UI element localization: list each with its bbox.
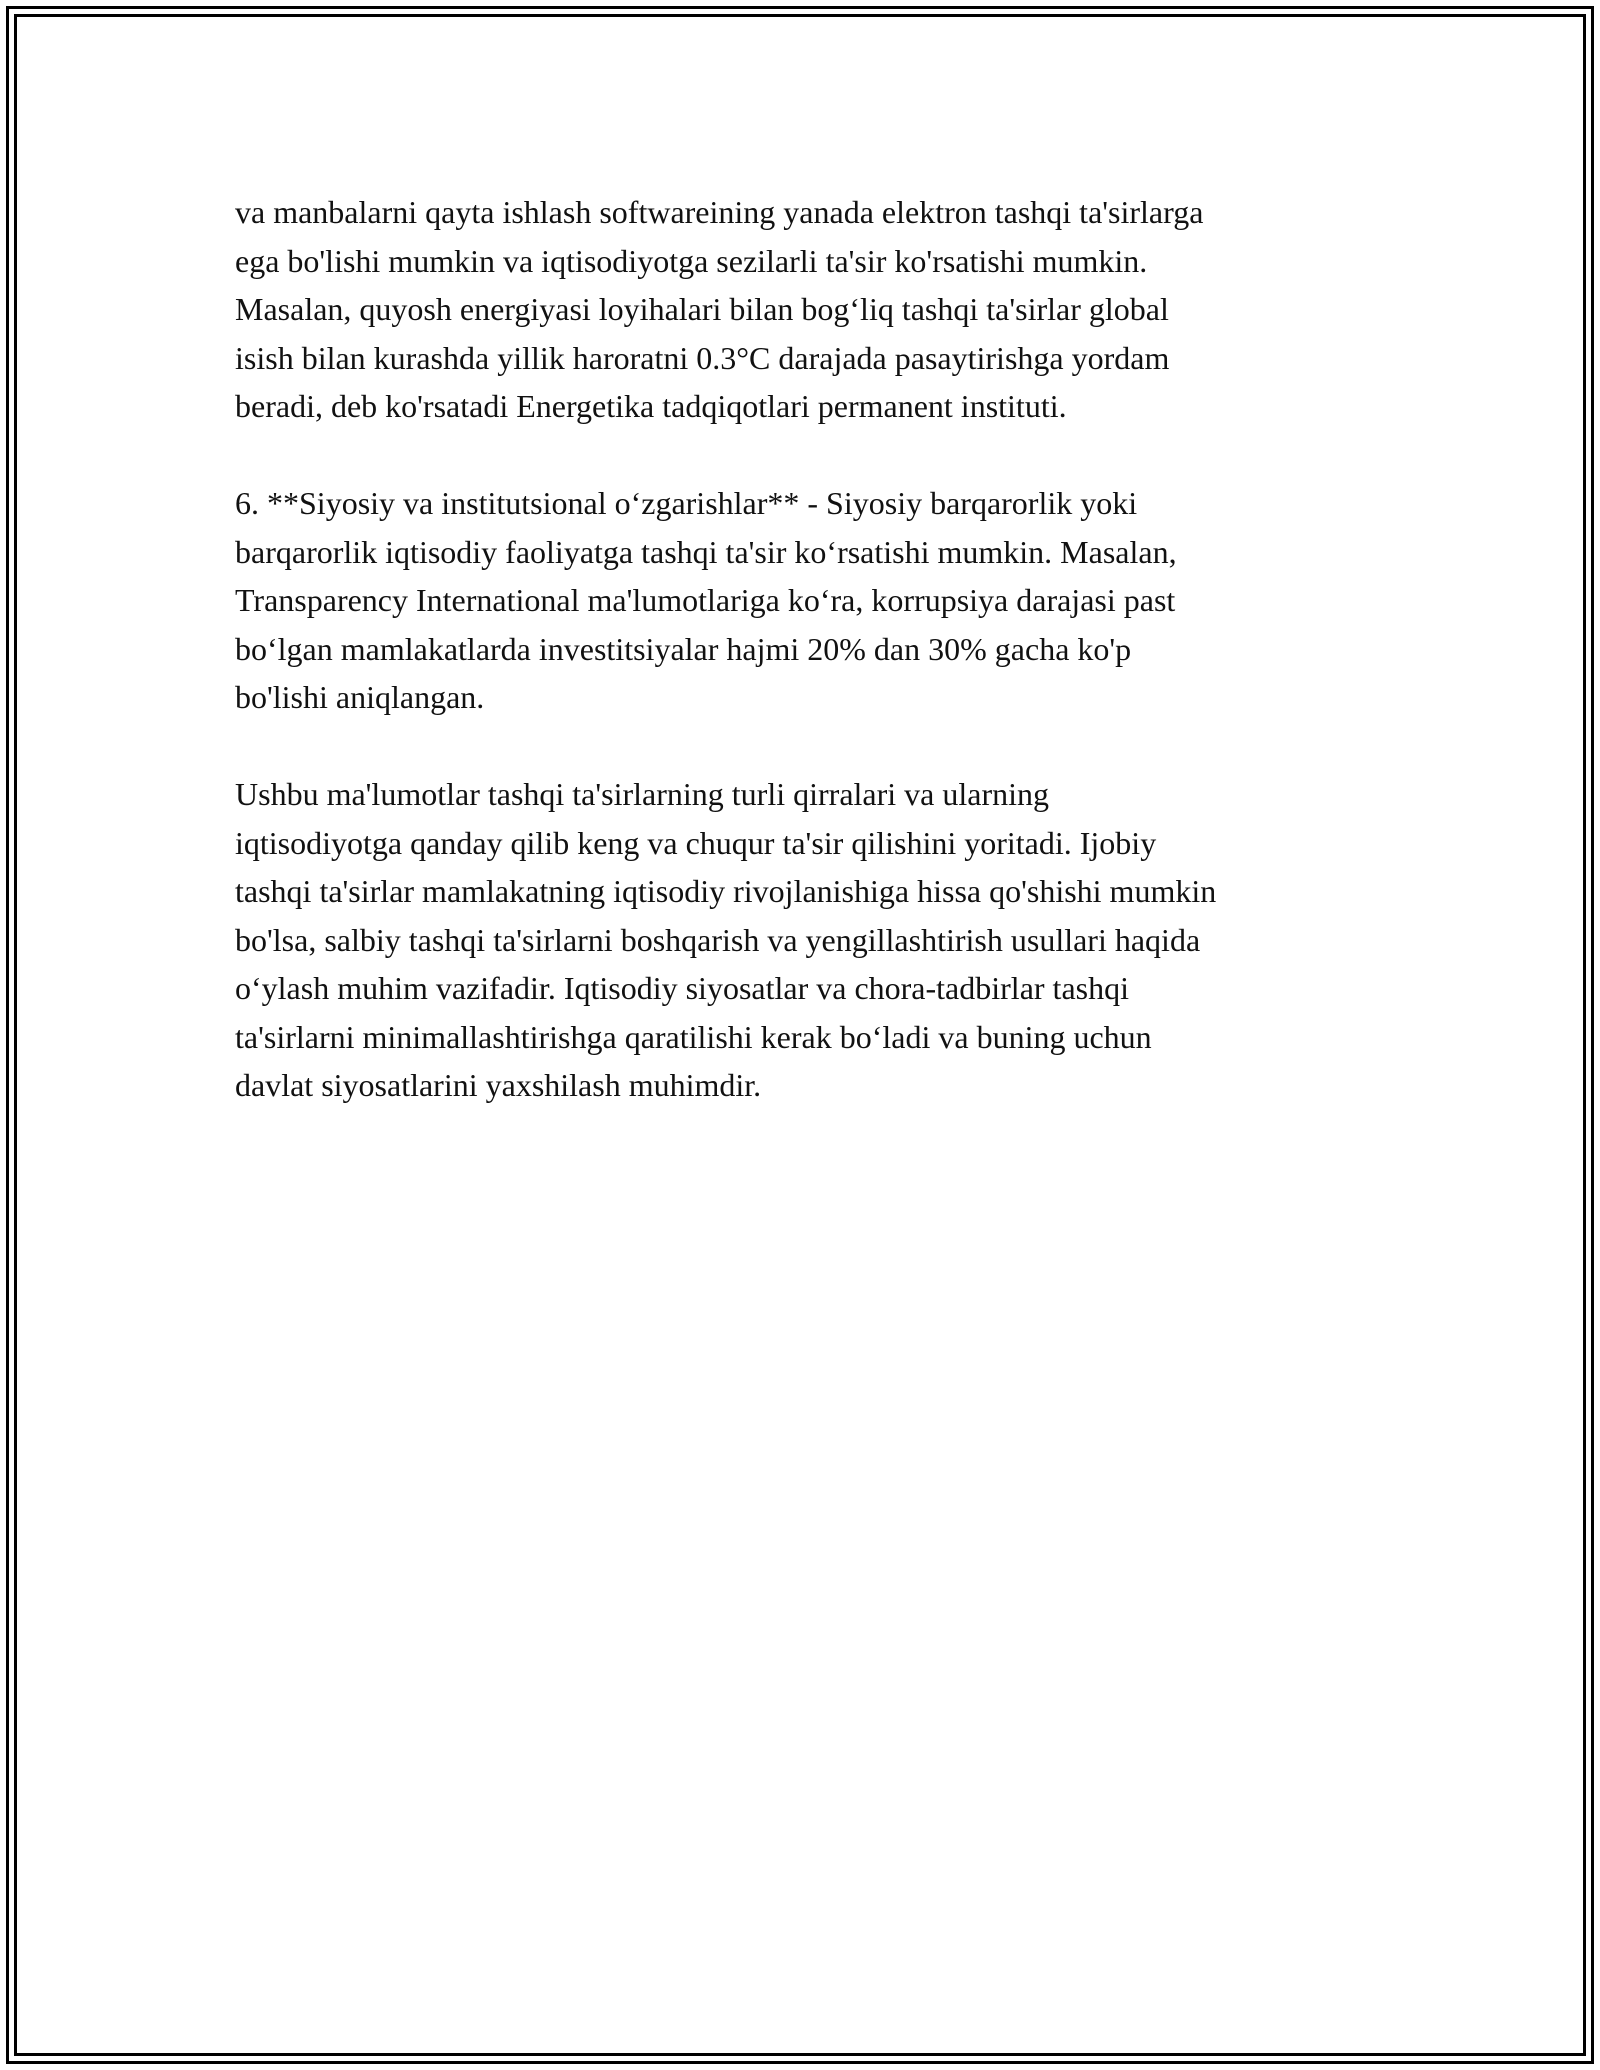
document-body (235, 188, 1385, 1158)
paragraph-renewable-externalities: va manbalarni qayta ishlash softwareining yanada elektron tashqi ta'sirlarga ega bo'lishi mumkin va iqtisodiyotga sezilarli ta'sir ko'rsatishi mumkin. Masalan, quyosh energiyasi loyihalari bilan bog‘liq tashqi ta'sirlar global isish bilan kurashda yillik haroratni 0.3°C darajada pasaytirishga yordam beradi, deb ko'rsatadi Energetika tadqiqotlari permanent instituti. (235, 194, 1204, 424)
paragraph-political-changes: 6. **Siyosiy va institutsional o‘zgarishlar** - Siyosiy barqarorlik yoki barqarorlik iqtisodiy faoliyatga tashqi ta'sir ko‘rsatishi mumkin. Masalan, Transparency International ma'lumotlariga ko‘ra, korrupsiya darajasi past bo‘lgan mamlakatlarda investitsiyalar hajmi 20% dan 30% gacha ko'p bo'lishi aniqlangan. (235, 485, 1177, 715)
paragraph-conclusion: Ushbu ma'lumotlar tashqi ta'sirlarning turli qirralari va ularning iqtisodiyotga qanday qilib keng va chuqur ta'sir qilishini yoritadi. Ijobiy tashqi ta'sirlar mamlakatning iqtisodiy rivojlanishiga hissa qo'shishi mumkin bo'lsa, salbiy tashqi ta'sirlarni boshqarish va yengillashtirish usullari haqida o‘ylash muhim vazifadir. Iqtisodiy siyosatlar va chora-tadbirlar tashqi ta'sirlarni minimallashtirishga qaratilishi kerak bo‘ladi va buning uchun davlat siyosatlarini yaxshilash muhimdir. (235, 776, 1217, 1103)
